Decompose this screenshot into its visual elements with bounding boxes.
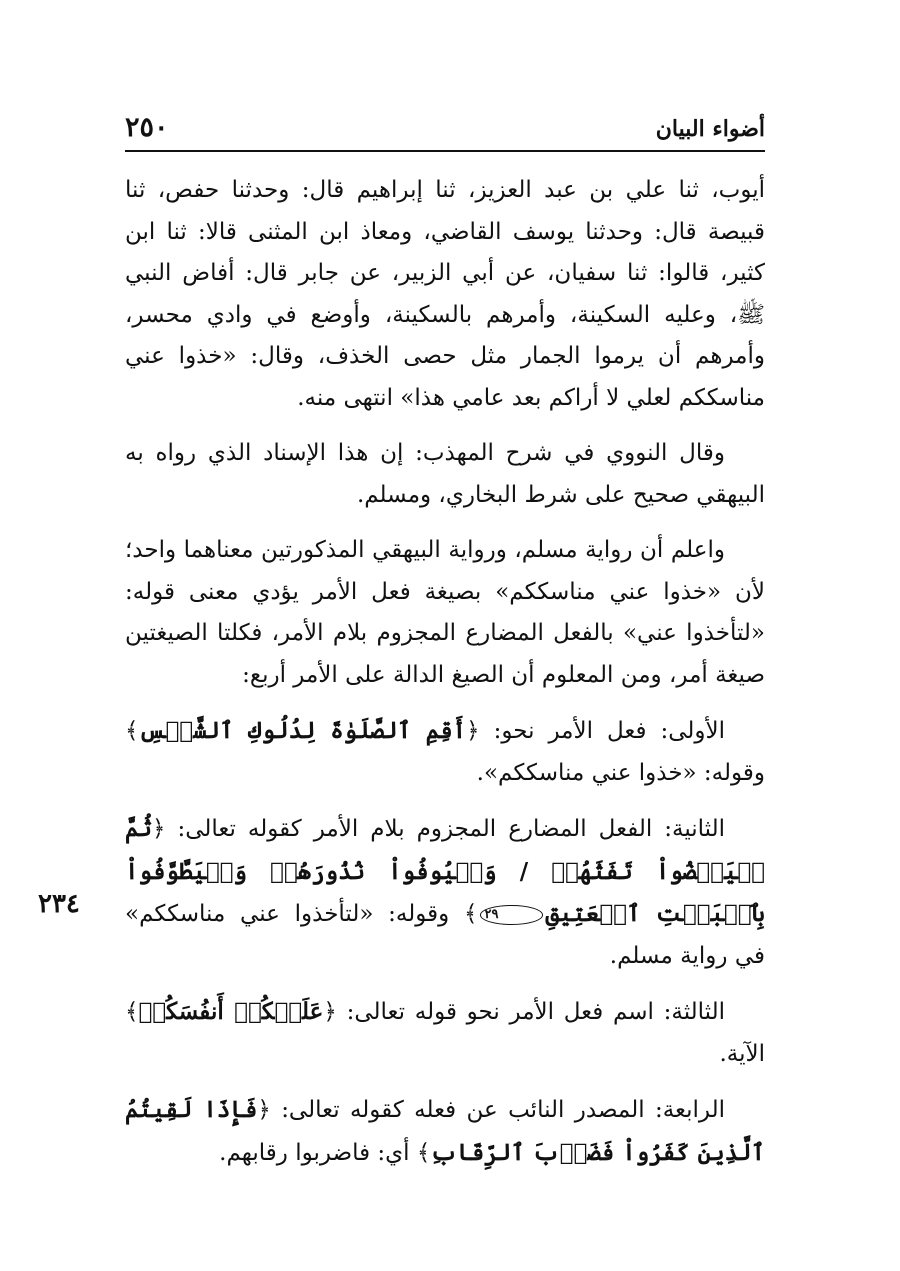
paragraph-4-tail: وقوله: «خذوا عني مناسككم». <box>476 759 765 786</box>
header-rule <box>125 150 765 152</box>
ornament-close: ﴾ <box>464 901 478 927</box>
ornament-open: ﴿ <box>323 999 337 1025</box>
page-number: ٢٥٠ <box>125 112 169 143</box>
paragraph-5-lead: الثانية: الفعل المضارع المجزوم بلام الأمر كقوله تعالى: <box>177 816 726 842</box>
ornament-open: ﴿ <box>257 1097 271 1123</box>
page-header <box>125 110 765 146</box>
ornament-open: ﴿ <box>466 718 480 744</box>
ornament-close: ﴾ <box>125 999 139 1025</box>
quran-verse-1-text: أَقِمِ ٱلصَّلَوٰةَ لِدُلُوكِ ٱلشَّمۡسِ <box>138 717 467 744</box>
margin-verse-number: ٢٣٤ <box>38 889 80 919</box>
running-title: أضواء البيان <box>655 116 765 142</box>
paragraph-7-tail: أي: فاضربوا رقابهم. <box>219 1139 410 1166</box>
paragraph-2: وقال النووي في شرح المهذب: إن هذا الإسناد الذي رواه به البيهقي صحيح على شرط البخاري، ومسلم. <box>125 440 765 508</box>
paragraph-7 <box>125 1089 765 1174</box>
paragraph-4-lead: الأولى: فعل الأمر نحو: <box>493 718 725 744</box>
ornament-close: ﴾ <box>125 718 139 744</box>
quran-verse-3 <box>125 998 337 1025</box>
paragraph-6-lead: الثالثة: اسم فعل الأمر نحو قوله تعالى: <box>346 999 725 1025</box>
quran-verse-3-text: عَلَيۡكُمۡ أَنفُسَكُمۡ <box>138 998 324 1025</box>
paragraph-1: أيوب، ثنا علي بن عبد العزيز، ثنا إبراهيم قال: وحدثنا حفص، ثنا قبيصة قال: وحدثنا يوسف القاضي، ومعاذ ابن المثنى قالا: ثنا ابن كثير، قالوا: ثنا سفيان، عن أبي الزبير، عن جابر قال: أفاض النبي ﷺ، وعليه السكينة، وأمرهم بالسكينة، وأوضع في وادي محسر، وأمرهم أن يرموا الجمار مثل حصى الخذف، وقال: «خذوا عني مناسككم لعلي لا أراكم بعد عامي هذا» انتهى منه. <box>125 177 765 411</box>
main-text <box>125 170 765 1188</box>
paragraph-5-tail: وقوله: «لتأخذوا عني مناسككم» في رواية مسلم. <box>125 901 765 969</box>
ayah-number: ٢٩ <box>480 905 544 925</box>
paragraph-5 <box>125 808 765 977</box>
ornament-close: ﴾ <box>416 1139 431 1166</box>
paragraph-6 <box>125 991 765 1075</box>
quran-verse-4-text: فَإِذَا لَقِيتُمُ ٱلَّذِينَ كَفَرُواْ فَضَرۡبَ ٱلرِّقَابِ <box>125 1096 765 1166</box>
paragraph-7-lead: الرابعة: المصدر النائب عن فعله كقوله تعالى: <box>281 1097 726 1123</box>
paragraph-6-tail: الآية. <box>719 1040 765 1067</box>
paragraph-4 <box>125 710 765 794</box>
quran-verse-2-text: ثُمَّ لۡيَقۡضُواْ تَفَثَهُمۡ / وَلۡيُوفُواْ نُذُورَهُمۡ وَلۡيَطَّوَّفُواْ بِٱلۡبَيۡتِ ٱلۡعَتِيقِ <box>125 815 766 927</box>
ornament-open: ﴿ <box>151 816 166 842</box>
paragraph-3: واعلم أن رواية مسلم، ورواية البيهقي المذكورتين معناهما واحد؛ لأن «خذوا عني مناسككم» بصيغة فعل الأمر يؤدي معنى قوله: «لتأخذوا عني» بالفعل المضارع المجزوم بلام الأمر، فكلتا الصيغتين صيغة أمر، ومن المعلوم أن الصيغ الدالة على الأمر أربع: <box>125 537 765 688</box>
quran-verse-1 <box>125 717 480 744</box>
